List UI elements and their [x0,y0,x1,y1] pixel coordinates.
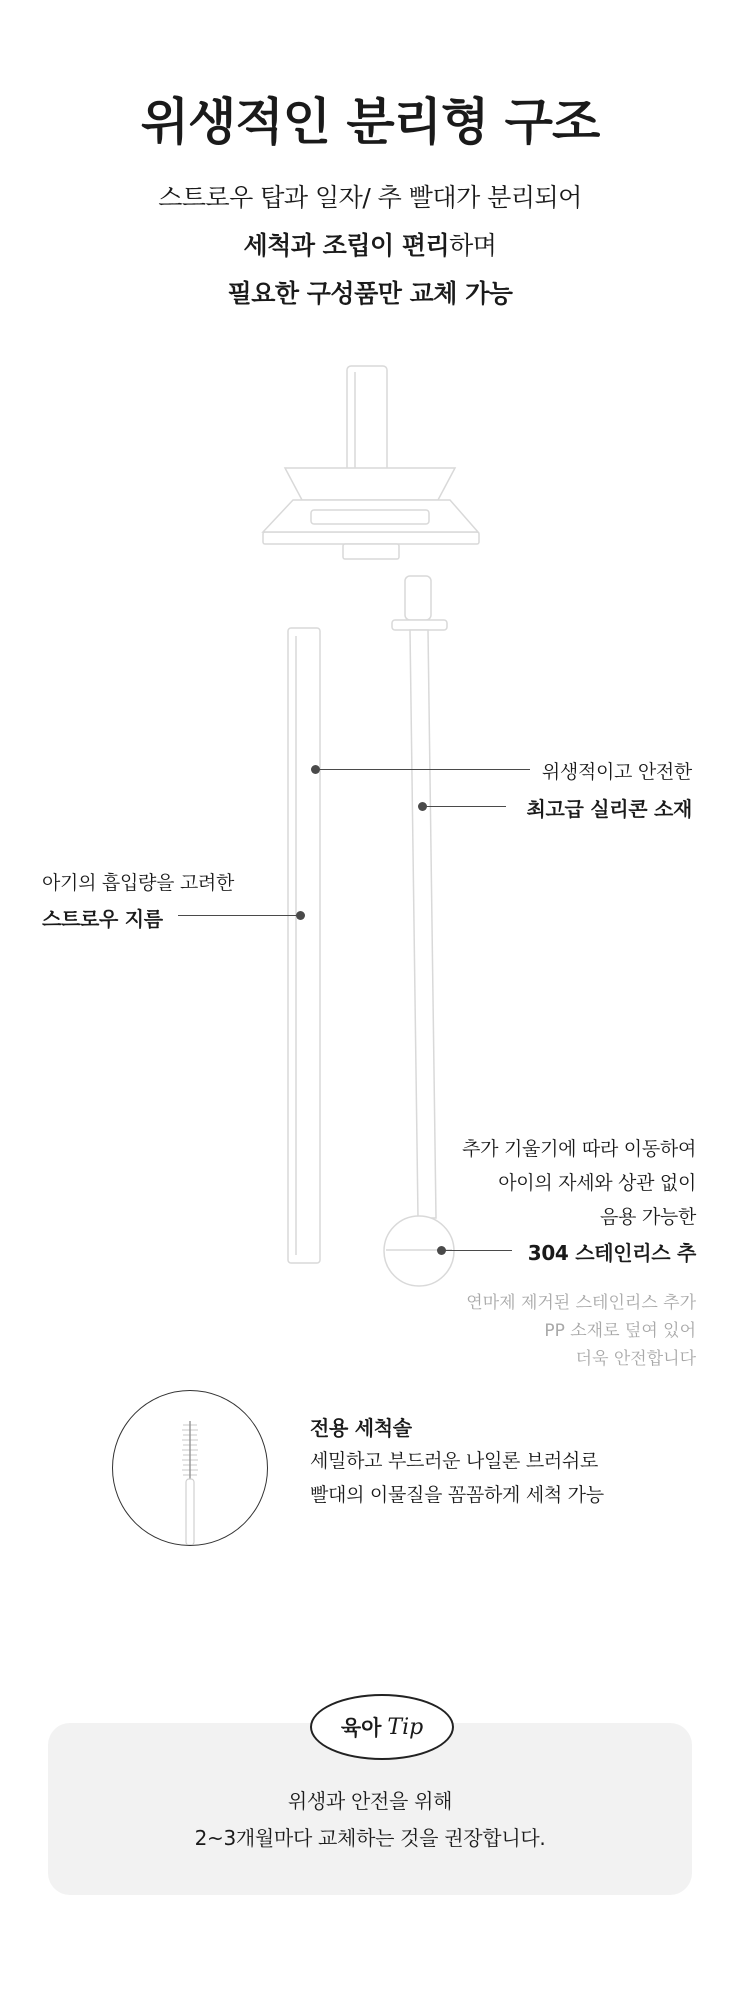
diameter-label-2: 스트로우 지름 [42,907,163,931]
page-title: 위생적인 분리형 구조 [140,93,600,151]
weight-note-2: PP 소재로 덮여 있어 [544,1321,696,1341]
diameter-label-1: 아기의 흡입량을 고려한 [42,872,235,894]
diameter-dot [296,911,305,920]
material-leader-line-1 [316,769,530,770]
weight-note-1: 연마제 제거된 스테인리스 추가 [466,1293,696,1313]
weight-label-1: 추가 기울기에 따라 이동하여 [462,1138,696,1160]
material-dot-2 [418,802,427,811]
weighted-straw-illustration [384,576,454,1286]
brush-image-circle [112,1390,268,1546]
diameter-leader-line [178,915,300,916]
material-leader-line-2 [423,806,506,807]
subtitle-line-1: 스트로우 탑과 일자/ 추 빨대가 분리되어 [158,183,582,212]
weight-leader-line [442,1250,512,1251]
tip-line-1: 위생과 안전을 위해 [287,1789,453,1813]
tip-line-2: 2~3개월마다 교체하는 것을 권장합니다. [194,1826,546,1850]
weight-dot [437,1246,446,1255]
weight-note-3: 더욱 안전합니다 [575,1349,696,1369]
subtitle-line-2-rest: 하며 [449,231,497,260]
tip-badge-english: Tip [387,1714,424,1740]
straight-straw-illustration [288,628,320,1263]
subtitle-line-2-bold: 세척과 조립이 편리 [243,231,450,260]
material-label-2: 최고급 실리콘 소재 [526,797,692,821]
material-dot-1 [311,765,320,774]
straw-top-illustration [263,366,479,559]
brush-desc-2: 빨대의 이물질을 꼼꼼하게 세척 가능 [310,1484,604,1506]
weight-label-2: 아이의 자세와 상관 없이 [498,1172,696,1194]
tip-badge [310,1694,454,1760]
material-label-1: 위생적이고 안전한 [541,761,692,783]
brush-title: 전용 세척솔 [310,1416,412,1440]
weight-label-3: 음용 가능한 [599,1206,696,1228]
subtitle-line-3: 필요한 구성품만 교체 가능 [227,279,513,308]
cleaning-brush-icon [113,1391,267,1545]
brush-desc-1: 세밀하고 부드러운 나일론 브러쉬로 [310,1450,599,1472]
weight-label-4: 304 스테인리스 추 [527,1241,696,1265]
tip-badge-korean: 육아 [340,1716,382,1740]
